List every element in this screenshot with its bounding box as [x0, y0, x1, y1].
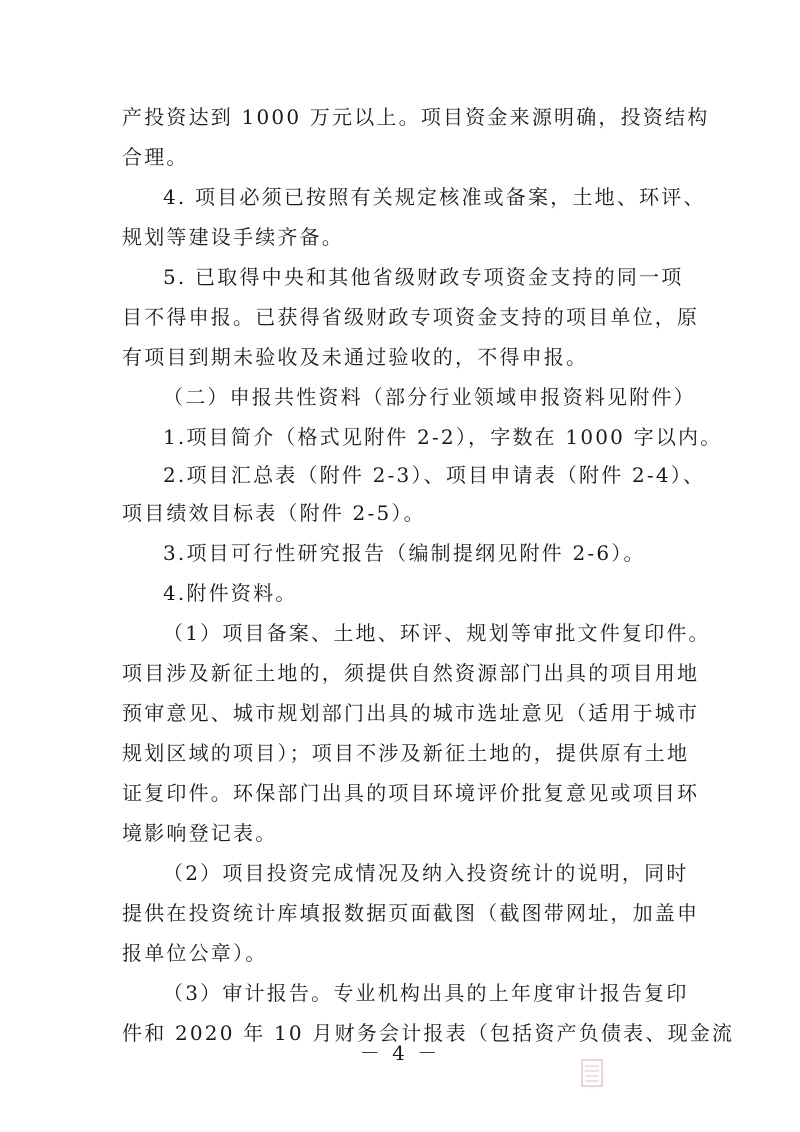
text-line: 1.项目简介（格式见附件 2-2），字数在 1000 字以内。	[163, 425, 723, 449]
text-line: 规划等建设手续齐备。	[122, 225, 344, 249]
text-line: 有项目到期未验收及未通过验收的，不得申报。	[122, 345, 589, 369]
text-line: 合理。	[122, 145, 189, 169]
text-line: 件和 2020 年 10 月财务会计报表（包括资产负债表、现金流	[122, 1021, 735, 1045]
text-line: 3.项目可行性研究报告（编制提纲见附件 2-6）。	[163, 541, 646, 565]
text-line: （3）审计报告。专业机构出具的上年度审计报告复印	[163, 981, 689, 1005]
text-line: （1）项目备案、土地、环评、规划等审批文件复印件。	[163, 621, 711, 645]
text-line: 提供在投资统计库填报数据页面截图（截图带网址，加盖申	[122, 901, 700, 925]
text-line: 项目涉及新征土地的，须提供自然资源部门出具的项目用地	[122, 661, 700, 685]
text-line: 报单位公章）。	[122, 941, 268, 965]
text-line: 产投资达到 1000 万元以上。项目资金来源明确，投资结构	[122, 105, 710, 129]
text-line: 目不得申报。已获得省级财政专项资金支持的项目单位，原	[122, 305, 700, 329]
text-line: 项目绩效目标表（附件 2-5）。	[122, 501, 426, 525]
text-line: 2.项目汇总表（附件 2-3）、项目申请表（附件 2-4）、	[163, 463, 706, 487]
page-number: － 4 －	[359, 1041, 441, 1065]
text-line: 境影响登记表。	[122, 821, 278, 845]
section-heading: （二）申报共性资料（部分行业领域申报资料见附件）	[163, 385, 696, 409]
text-line: 预审意见、城市规划部门出具的城市选址意见（适用于城市	[122, 701, 700, 725]
stamp-mark-icon	[580, 1058, 604, 1088]
text-line: 证复印件。环保部门出具的项目环境评价批复意见或项目环	[122, 781, 700, 805]
text-line: 5. 已取得中央和其他省级财政专项资金支持的同一项	[163, 265, 684, 289]
text-line: （2）项目投资完成情况及纳入投资统计的说明，同时	[163, 861, 689, 885]
text-line: 规划区域的项目）；项目不涉及新征土地的，提供原有土地	[122, 741, 690, 765]
text-line: 4.附件资料。	[163, 581, 298, 605]
text-line: 4. 项目必须已按照有关规定核准或备案，土地、环评、	[163, 185, 706, 209]
